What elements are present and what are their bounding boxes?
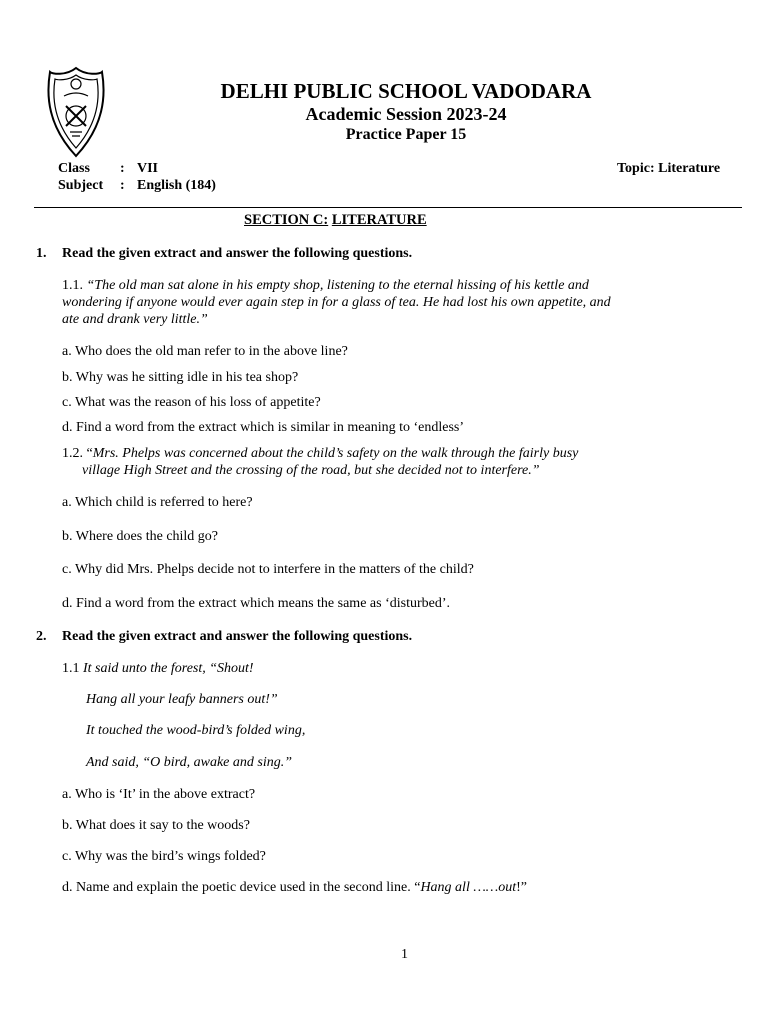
poem-line-1: [62, 661, 254, 677]
question-1-1-d: d. Find a word from the extract which is similar in meaning to ‘endless’: [62, 420, 465, 435]
subject-label: Subject: [58, 178, 104, 193]
class-label: Class: [58, 161, 90, 176]
question-2-d-italic: Hang all ……out: [420, 880, 517, 895]
question-1-number: 1.: [36, 246, 47, 261]
extract-1-1-line3: ate and drank very little.”: [62, 312, 208, 327]
extract-1-2-number: 1.2. “: [62, 446, 93, 461]
question-1-2-a: a. Which child is referred to here?: [62, 495, 253, 510]
extract-1-2-line1: Mrs. Phelps was concerned about the child’s safety on the walk through the fairly busy: [92, 446, 579, 461]
question-2-a: a. Who is ‘It’ in the above extract?: [62, 787, 256, 802]
section-heading: [244, 212, 427, 229]
question-1-heading: Read the given extract and answer the following questions.: [62, 246, 413, 261]
question-2-d-text: d. Name and explain the poetic device used in the second line. “: [62, 880, 421, 895]
poem-line-4: And said, “O bird, awake and sing.”: [86, 755, 292, 770]
paper-title: Practice Paper 15: [345, 126, 467, 143]
question-2-d-end: !”: [516, 880, 528, 895]
question-2-c: c. Why was the bird’s wings folded?: [62, 849, 266, 864]
extract-1-1-line2: wondering if anyone would ever again step in for a glass of tea. He had lost his own appetite, and: [62, 295, 611, 310]
extract-2-1-number: 1.1: [62, 661, 80, 676]
extract-1-1-number: 1.1.: [62, 278, 83, 293]
section-prefix: SECTION C:: [244, 212, 329, 228]
subject-colon: :: [120, 178, 125, 193]
question-1-2-b: b. Where does the child go?: [62, 529, 219, 544]
extract-1-2: [62, 445, 702, 479]
school-name: DELHI PUBLIC SCHOOL VADODARA: [220, 79, 592, 103]
class-value: VII: [137, 161, 159, 176]
poem-line-1-text: It said unto the forest, “Shout!: [83, 661, 254, 676]
extract-1-2-line2: village High Street and the crossing of the road, but she decided not to interfere.”: [82, 463, 540, 478]
question-1-1-c: c. What was the reason of his loss of appetite?: [62, 395, 321, 410]
class-colon: :: [120, 161, 125, 176]
poem-line-3: It touched the wood-bird’s folded wing,: [86, 723, 306, 738]
question-2-b: b. What does it say to the woods?: [62, 818, 250, 833]
header-divider: [34, 207, 742, 208]
page-number: 1: [401, 947, 408, 962]
question-2-heading: Read the given extract and answer the following questions.: [62, 629, 413, 644]
question-1-2-c: c. Why did Mrs. Phelps decide not to interfere in the matters of the child?: [62, 562, 474, 577]
section-name: LITERATURE: [331, 212, 427, 228]
subject-value: English (184): [137, 178, 216, 193]
question-2-d: [62, 880, 527, 896]
academic-session: Academic Session 2023-24: [305, 104, 507, 124]
extract-1-1-line1: “The old man sat alone in his empty shop, listening to the eternal hissing of his kettle and: [86, 278, 589, 293]
extract-1-1: [62, 277, 702, 328]
topic: Topic: Literature: [617, 161, 721, 176]
poem-line-2: Hang all your leafy banners out!”: [86, 692, 278, 707]
question-1-2-d: d. Find a word from the extract which means the same as ‘disturbed’.: [62, 596, 451, 611]
question-1-1-b: b. Why was he sitting idle in his tea shop?: [62, 370, 299, 385]
question-2-number: 2.: [36, 629, 47, 644]
question-1-1-a: a. Who does the old man refer to in the above line?: [62, 344, 348, 359]
